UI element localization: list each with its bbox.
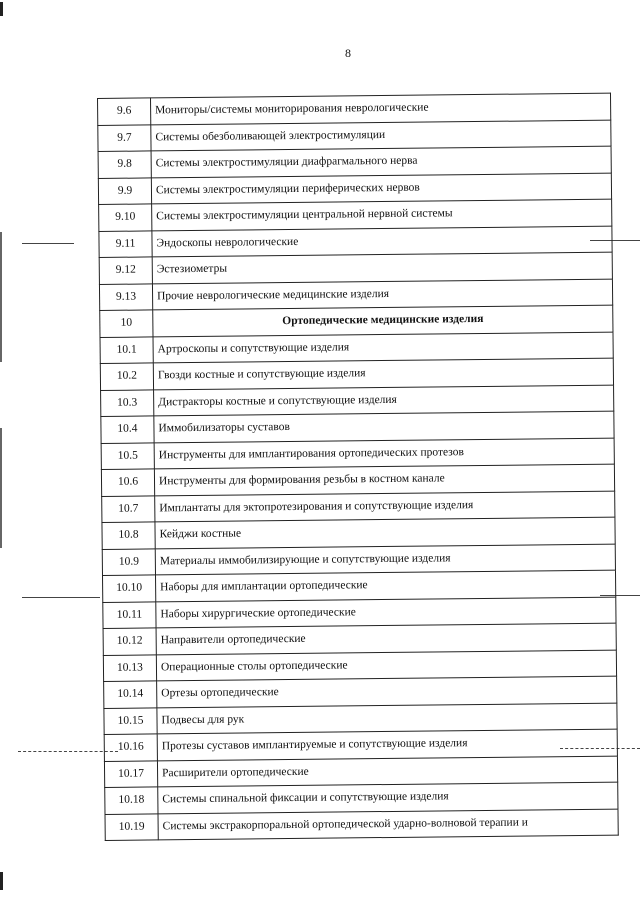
row-number: 10.2	[100, 363, 153, 390]
row-name: Системы экстракорпоральной ортопедической ударно-волновой терапии и	[158, 809, 618, 840]
row-name: Системы обезболивающей электростимуляции	[151, 120, 611, 151]
row-number: 10	[100, 310, 153, 337]
row-number: 10.4	[101, 416, 154, 443]
row-number: 10.6	[101, 469, 154, 496]
row-name: Инструменты для формирования резьбы в костном канале	[154, 464, 614, 495]
row-name: Гвозди костные и сопутствующие изделия	[153, 358, 613, 389]
row-name: Расширители ортопедические	[157, 756, 617, 787]
row-number: 10.11	[103, 601, 156, 628]
row-name: Системы электростимуляции центральной нервной системы	[152, 199, 612, 230]
row-name: Инструменты для имплантирования ортопедических протезов	[154, 438, 614, 469]
row-number: 10.16	[104, 734, 157, 761]
row-name: Системы электростимуляции периферических нервов	[151, 173, 611, 204]
row-number: 10.13	[103, 654, 156, 681]
row-number: 10.5	[101, 442, 154, 469]
row-number: 9.13	[99, 283, 152, 310]
row-number: 9.8	[98, 151, 151, 178]
row-name: Прочие неврологические медицинские изделия	[152, 279, 612, 310]
row-number: 9.7	[98, 124, 151, 151]
row-number: 10.19	[105, 813, 158, 840]
row-number: 10.7	[102, 495, 155, 522]
row-number: 9.6	[98, 98, 151, 125]
row-name: Мониторы/системы мониторирования неврологические	[151, 93, 611, 124]
row-name: Кейджи костные	[155, 517, 615, 548]
row-number: 10.17	[104, 760, 157, 787]
fold-line-1	[22, 243, 74, 244]
scan-mark-left-2	[0, 428, 2, 548]
row-name: Эстезиометры	[152, 252, 612, 283]
row-name: Артроскопы и сопутствующие изделия	[153, 332, 613, 363]
row-name: Эндоскопы неврологические	[152, 226, 612, 257]
table-row	[105, 809, 618, 841]
row-number: 10.12	[103, 628, 156, 655]
row-name: Имплантаты для эктопротезирования и сопутствующие изделия	[155, 491, 615, 522]
row-name: Материалы иммобилизирующие и сопутствующие изделия	[155, 544, 615, 575]
row-name: Направители ортопедические	[156, 623, 616, 654]
row-number: 9.10	[99, 204, 152, 231]
row-name: Подвесы для рук	[157, 703, 617, 734]
row-name: Ортопедические медицинские изделия	[153, 305, 613, 336]
row-number: 10.14	[104, 681, 157, 708]
scan-mark-bottom-left	[0, 872, 3, 890]
row-number: 9.9	[98, 177, 151, 204]
row-name: Дистракторы костные и сопутствующие изделия	[154, 385, 614, 416]
row-number: 9.11	[99, 230, 152, 257]
row-number: 10.10	[103, 575, 156, 602]
row-number: 9.12	[99, 257, 152, 284]
scan-mark-left-1	[0, 232, 2, 362]
row-name: Наборы хирургические ортопедические	[156, 597, 616, 628]
row-name: Операционные столы ортопедические	[156, 650, 616, 681]
row-name: Протезы суставов имплантируемые и сопутствующие изделия	[157, 729, 617, 760]
table-body	[98, 93, 619, 840]
row-number: 10.9	[102, 548, 155, 575]
row-number: 10.1	[100, 336, 153, 363]
scan-mark-top-left	[0, 2, 3, 16]
row-number: 10.18	[105, 787, 158, 814]
row-name: Ортезы ортопедические	[157, 676, 617, 707]
row-name: Наборы для имплантации ортопедические	[155, 570, 615, 601]
row-number: 10.8	[102, 522, 155, 549]
row-name: Системы спинальной фиксации и сопутствующие изделия	[158, 782, 618, 813]
fold-line-2	[22, 597, 100, 598]
row-number: 10.15	[104, 707, 157, 734]
device-classification-table	[97, 93, 619, 841]
row-name: Иммобилизаторы суставов	[154, 411, 614, 442]
page-number: 8	[345, 46, 351, 60]
row-number: 10.3	[101, 389, 154, 416]
row-name: Системы электростимуляции диафрагмального нерва	[151, 146, 611, 177]
